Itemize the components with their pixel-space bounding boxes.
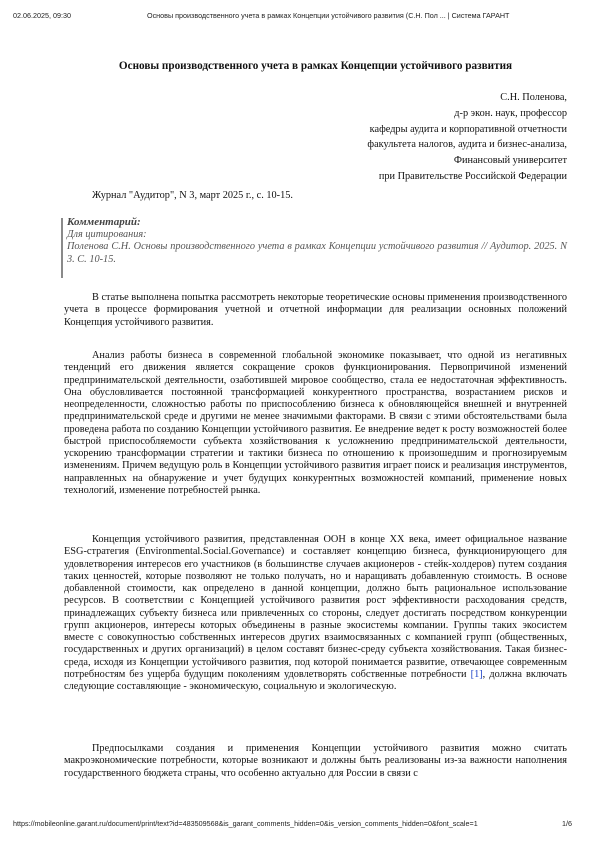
body-paragraph-1: Анализ работы бизнеса в современной глобальной экономике показывает, что одной из негативных тенденций его движения является сокращение сроков функционирования. Первопричиной изменений предпринимательской деятельности, озаботившей мировое сообщество, стала ее недостаточная эффективность. Она обусловливается постоянной трансформацией конкурентного пространства, возрастанием рисков и неопределенности, сложностью работы по приспособлению бизнеса к обновляющейся внешней и внутренней предпринимательской среде и другими не менее значимыми факторами. В связи с этими обстоятельствами была проведена работа по созданию Концепции устойчивого развития. Ее внедрение ведет к росту возможностей более быстрой приспособляемости субъекта хозяйствования к усложнению предпринимательской деятельности, ускорению трансформации стратегии и тактики бизнеса по отношению к произошедшим и прогнозируемым изменениям. Причем ведущую роль в Концепции устойчивого развития играет поиск и реализация инструментов, направленных на обнаружение и учет будущих конкурентных возможностей компаний, применение новых технологий, изменение потребностей рынка. [64, 350, 567, 496]
journal-reference: Журнал "Аудитор", N 3, март 2025 г., с. 10-15. [92, 190, 293, 201]
author-line: д-р экон. наук, профессор [454, 107, 567, 119]
author-line: С.Н. Поленова, [500, 92, 567, 103]
comment-bar [61, 218, 63, 278]
body-paragraph-2 [64, 534, 567, 693]
paragraph-text: , должна включать следующие составляющие - экономическую, социальную и экологическую. [64, 668, 567, 692]
print-page-title: Основы производственного учета в рамках Концепции устойчивого развития (С.Н. Пол ... | Система ГАРАНТ [147, 11, 510, 20]
paragraph-text: Концепция устойчивого развития, представленная ООН в конце XX века, имеет официальное название ESG-стратегия (Environmental.Social.Governance) и составляет концепцию бизнеса, функционирующего для удовлетворения интересов его участников (в большинстве случаев акционеров - стейк-холдеров) путем создания таких ценностей, которые позволяют не только получать, но и наращивать добавленную стоимость. В основе добавленной стоимости, как определено в данной концепции, должно быть рациональное использование ресурсов. В соответствии с Концепцией устойчивого развития рост эффективности расходования средств, принадлежащих субъекту бизнеса или привлеченных со стороны, следует достигать посредством конкуренции групп акционеров, интересы которых объединены в разные экосистемы компании. Группы таких экосистем вместе с совокупностью собственных интересов других взаимосвязанных с компанией групп (общественных, государственных и других организаций) в целом составят бизнес-среду субъекта хозяйствования. Такая бизнес-среда, исходя из Концепции устойчивого развития, под которой понимается развитие, отвечающее современным потребностям без ущерба будущим поколениям удовлетворять собственные потребности [64, 534, 567, 680]
article-title: Основы производственного учета в рамках Концепции устойчивого развития [118, 60, 513, 72]
page-number: 1/6 [562, 819, 572, 828]
comment-block [61, 216, 567, 278]
author-block [64, 90, 567, 185]
author-line: кафедры аудита и корпоративной отчетности [369, 123, 567, 135]
author-line: Финансовый университет [453, 155, 567, 167]
citation-text: Поленова С.Н. Основы производственного учета в рамках Концепции устойчивого развития // Аудитор. 2025. N 3. С. 10-15. [67, 241, 567, 265]
author-line: факультета налогов, аудита и бизнес-анализа, [367, 139, 567, 151]
body-paragraph-3: Предпосылками создания и применения Концепции устойчивого развития можно считать макроэкономические потребности, которые возникают и должны быть реализованы из-за важности наполнения государственного бюджета страны, что особенно актуально для России в связи с [64, 743, 567, 779]
author-line: при Правительстве Российской Федерации [378, 170, 567, 182]
citation-label: Для цитирования: [67, 229, 147, 241]
print-url: https://mobileonline.garant.ru/document/print/text?id=483509568&is_garant_comments_hidden=0&is_version_comments_hidden=0&font_scale=1 [13, 819, 478, 828]
comment-heading: Комментарий: [67, 216, 141, 228]
reference-link[interactable]: [1] [470, 668, 483, 680]
abstract-paragraph: В статье выполнена попытка рассмотреть некоторые теоретические основы применения производственного учета в процессе формирования учетной и отчетной информации для реализации основных положений Концепция устойчивого развития. [64, 292, 567, 328]
print-date: 02.06.2025, 09:30 [13, 11, 71, 20]
